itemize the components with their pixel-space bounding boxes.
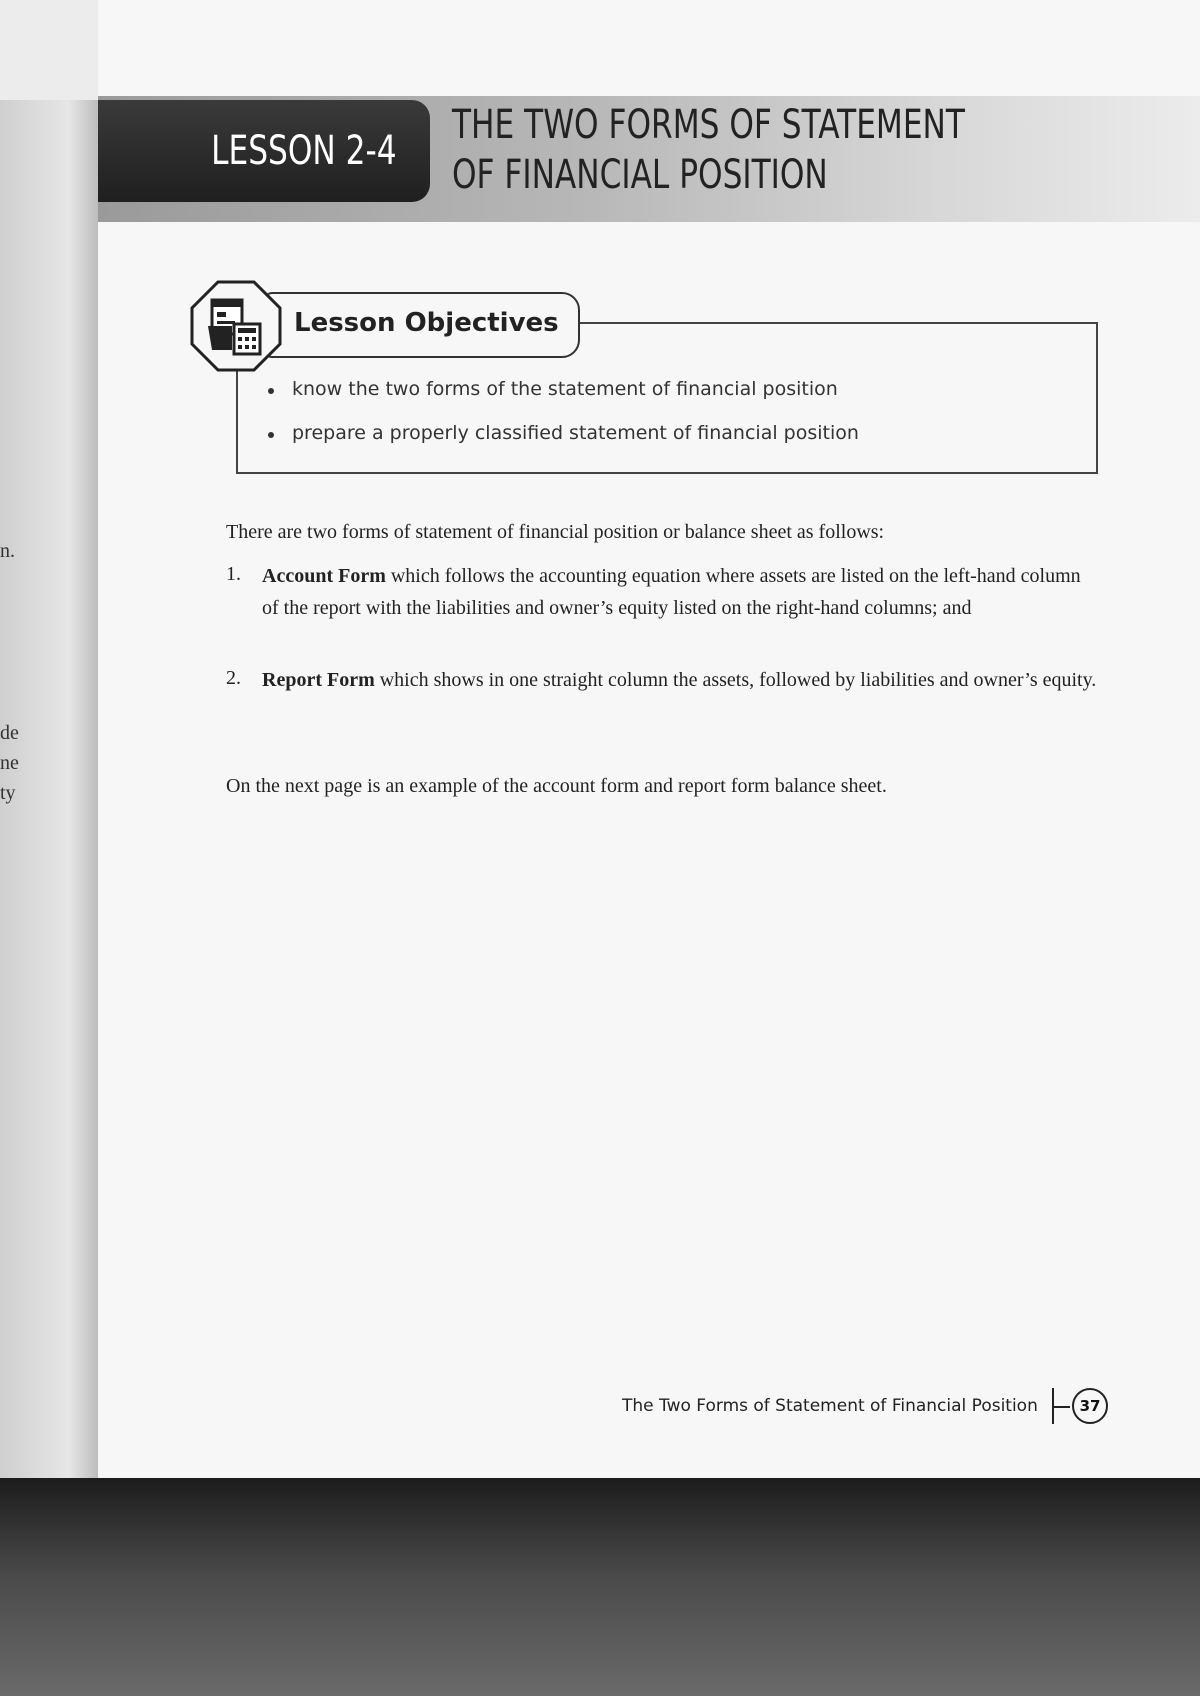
margin-fragment: ne (0, 752, 19, 774)
account-form-text: which follows the accounting equation where assets are listed on the left-hand column of the report with the liabilities and owner’s equity listed on the right-hand columns; and (262, 565, 1081, 619)
objectives-list (266, 378, 859, 466)
lesson-title-line1: THE TWO FORMS OF STATEMENT (452, 102, 965, 148)
margin-fragment: de (0, 722, 19, 744)
footer-rule (1052, 1406, 1070, 1408)
list-number: 1. (226, 563, 241, 585)
account-form-term: Account Form (262, 565, 386, 587)
closing-paragraph: On the next page is an example of the account form and report form balance sheet. (226, 775, 887, 797)
scan-shadow (0, 1478, 1200, 1696)
list-number: 2. (226, 667, 241, 689)
objective-item: prepare a properly classified statement of financial position (266, 422, 859, 466)
objectives-heading: Lesson Objectives (294, 308, 559, 338)
lesson-tab (98, 100, 430, 202)
page-number: 37 (1072, 1388, 1108, 1424)
lesson-title (452, 100, 965, 200)
report-form-text: which shows in one straight column the assets, followed by liabilities and owner’s equity. (374, 669, 1097, 691)
intro-paragraph: There are two forms of statement of financial position or balance sheet as follows: (226, 521, 885, 543)
report-form-item (262, 664, 1098, 696)
lesson-title-line2: OF FINANCIAL POSITION (452, 152, 828, 198)
report-form-term: Report Form (262, 669, 375, 691)
document-calculator-icon (190, 280, 282, 372)
objective-item: know the two forms of the statement of financial position (266, 378, 859, 422)
running-title: The Two Forms of Statement of Financial Position (622, 1396, 1038, 1416)
left-page-edge (0, 100, 98, 1478)
lesson-label: LESSON 2-4 (211, 128, 397, 174)
account-form-item (262, 560, 1098, 624)
margin-fragment: ty (0, 782, 16, 804)
margin-fragment: n. (0, 540, 15, 562)
